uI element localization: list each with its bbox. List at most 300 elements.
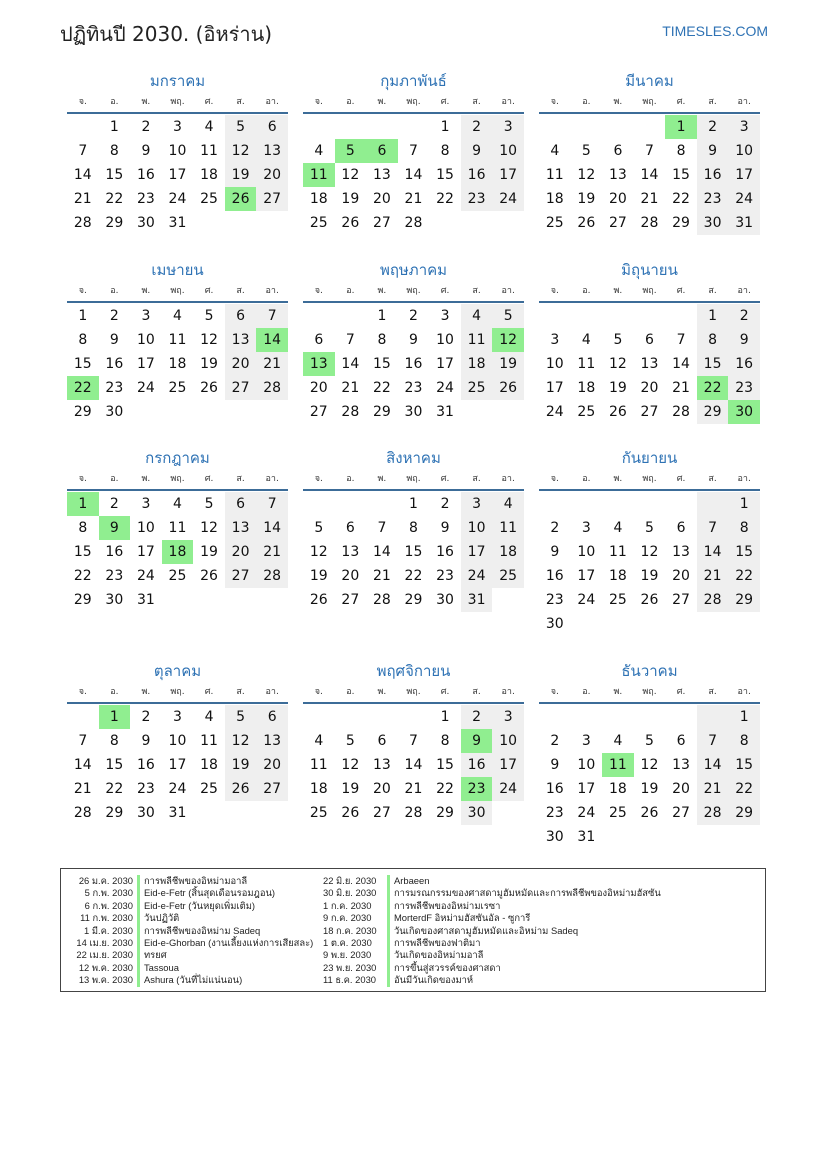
day-cell: 29	[672, 215, 690, 231]
day-cell: 13	[372, 757, 391, 773]
day-cell: 2	[697, 115, 729, 139]
weekday-header	[539, 682, 760, 704]
day-cell: 14	[341, 356, 360, 372]
day-cell: 5	[204, 496, 214, 512]
holiday-day-cell: 11	[602, 753, 634, 777]
day-cell: 9	[697, 139, 729, 163]
day-cell: 12	[341, 757, 360, 773]
legend-marker	[137, 900, 140, 912]
holiday-day-cell: 13	[303, 352, 335, 376]
day-cell: 15	[436, 167, 454, 183]
weekday-header	[303, 469, 524, 491]
legend-row	[61, 962, 313, 974]
day-cell: 16	[697, 163, 729, 187]
day-cell: 31	[136, 592, 155, 608]
day-cell: 21	[404, 191, 423, 207]
legend-date: 18 ก.ค. 2030	[323, 924, 377, 936]
weekday-label: พฤ.	[406, 687, 421, 697]
weekday-label: ส.	[708, 286, 717, 296]
day-cell: 23	[728, 376, 760, 400]
day-cell: 18	[200, 757, 218, 773]
day-cell: 12	[200, 520, 218, 536]
day-cell: 16	[545, 568, 564, 584]
day-cell: 23	[136, 781, 155, 797]
legend-holiday-name: อันมีวันเกิดของมาห์	[394, 974, 474, 986]
empty-cell	[303, 492, 335, 516]
month-block	[539, 660, 760, 849]
day-cell: 26	[577, 215, 596, 231]
month-block	[303, 259, 524, 424]
day-cell: 22	[105, 191, 124, 207]
empty-cell	[303, 304, 335, 328]
day-cell: 28	[404, 805, 423, 821]
day-cell: 11	[577, 356, 596, 372]
day-cell: 16	[105, 356, 124, 372]
legend-holiday-name: Eid-e-Fetr (วันหยุดเพิ่มเติม)	[144, 899, 255, 911]
day-cell: 27	[608, 215, 627, 231]
day-cell: 4	[204, 709, 214, 725]
weekday-label: ศ.	[204, 286, 214, 296]
day-cell: 13	[225, 328, 257, 352]
legend-date: 13 พ.ค. 2030	[78, 974, 133, 986]
day-cell: 21	[341, 380, 360, 396]
day-cell: 18	[461, 352, 493, 376]
day-cell: 29	[105, 805, 124, 821]
day-cell: 7	[78, 143, 88, 159]
empty-cell	[303, 705, 335, 729]
day-cell: 25	[492, 564, 524, 588]
day-cell: 18	[577, 380, 596, 396]
day-cell: 20	[341, 568, 360, 584]
weekday-label: อ.	[582, 97, 591, 107]
day-cell: 19	[640, 568, 659, 584]
day-cell: 27	[372, 215, 391, 231]
weekday-label: จ.	[550, 474, 559, 484]
holiday-day-cell: 11	[303, 163, 335, 187]
day-cell: 3	[492, 705, 524, 729]
day-cell: 8	[109, 733, 119, 749]
day-cell: 29	[73, 404, 92, 420]
day-cell: 13	[372, 167, 391, 183]
day-cell: 24	[728, 187, 760, 211]
day-cell: 1	[697, 304, 729, 328]
weekday-header	[539, 92, 760, 114]
empty-cell	[665, 492, 697, 516]
legend-holiday-name: Eid-e-Ghorban (งานเลี้ยงแห่งการเสียสละ)	[144, 936, 314, 948]
day-cell: 10	[136, 332, 155, 348]
day-cell: 29	[372, 404, 391, 420]
day-cell: 4	[613, 520, 623, 536]
weekday-label: อา.	[265, 286, 279, 296]
day-cell: 19	[341, 781, 360, 797]
legend-date: 30 มิ.ย. 2030	[323, 887, 377, 899]
day-cell: 24	[136, 380, 155, 396]
day-cell: 9	[141, 143, 151, 159]
legend-date: 6 ก.พ. 2030	[84, 899, 133, 911]
day-cell: 31	[436, 404, 454, 420]
day-cell: 21	[256, 352, 288, 376]
holiday-day-cell: 9	[461, 729, 493, 753]
weekday-label: อ.	[582, 286, 591, 296]
day-cell: 22	[372, 380, 391, 396]
day-cell: 8	[728, 516, 760, 540]
weekday-label: จ.	[314, 687, 323, 697]
legend-row	[323, 974, 661, 986]
day-cell: 24	[492, 777, 524, 801]
legend-row	[323, 937, 661, 949]
weekday-label: ส.	[236, 687, 245, 697]
weekday-label: พฤ.	[406, 97, 421, 107]
day-cell: 17	[168, 167, 187, 183]
day-grid	[303, 303, 524, 424]
month-name: เมษายน	[151, 261, 204, 279]
day-cell: 22	[436, 191, 454, 207]
weekday-label: พ.	[377, 97, 387, 107]
weekday-label: จ.	[550, 97, 559, 107]
holiday-day-cell: 30	[728, 400, 760, 424]
day-cell: 23	[545, 592, 564, 608]
weekday-label: อา.	[265, 474, 279, 484]
weekday-label: อ.	[346, 97, 355, 107]
day-cell: 8	[697, 328, 729, 352]
day-cell: 29	[728, 588, 760, 612]
weekday-label: พ.	[141, 286, 151, 296]
day-cell: 7	[377, 520, 387, 536]
weekday-label: พ.	[141, 97, 151, 107]
day-cell: 29	[404, 592, 423, 608]
day-cell: 6	[645, 332, 654, 348]
day-cell: 14	[404, 757, 423, 773]
day-cell: 13	[341, 544, 360, 560]
day-cell: 8	[109, 143, 119, 159]
day-cell: 10	[492, 729, 524, 753]
legend-marker	[137, 887, 140, 899]
day-cell: 6	[676, 520, 686, 536]
day-cell: 10	[728, 139, 760, 163]
brand-link[interactable]: TIMESLES.COM	[662, 23, 768, 39]
day-cell: 30	[461, 801, 493, 825]
day-cell: 14	[640, 167, 659, 183]
day-cell: 3	[728, 115, 760, 139]
holiday-day-cell: 5	[335, 139, 367, 163]
legend-holiday-name: การมรณกรรมของศาสดามูฮัมหมัดและการพลีชีพของอิหม่ามฮัสซัน	[394, 887, 661, 899]
weekday-label: อา.	[737, 474, 751, 484]
day-cell: 17	[461, 540, 493, 564]
empty-cell	[571, 304, 603, 328]
legend-marker	[137, 974, 140, 986]
legend-row	[61, 912, 313, 924]
weekday-header	[303, 281, 524, 303]
day-cell: 17	[577, 568, 596, 584]
legend-holiday-name: การพลีชีพของอิหม่ามอาลี	[144, 875, 248, 886]
day-cell: 24	[577, 592, 596, 608]
day-cell: 4	[461, 304, 493, 328]
day-cell: 2	[409, 308, 418, 324]
legend-row	[61, 937, 313, 949]
weekday-label: พ.	[613, 474, 623, 484]
day-cell: 24	[545, 404, 564, 420]
day-cell: 4	[492, 492, 524, 516]
day-cell: 3	[581, 733, 591, 749]
day-cell: 3	[173, 119, 182, 135]
legend-date: 5 ก.พ. 2030	[84, 887, 133, 899]
day-cell: 17	[136, 356, 155, 372]
day-cell: 13	[672, 544, 690, 560]
day-cell: 7	[409, 143, 418, 159]
month-name: กันยายน	[621, 449, 678, 467]
day-grid	[539, 704, 760, 849]
weekday-label: จ.	[78, 286, 87, 296]
day-cell: 25	[577, 404, 596, 420]
day-cell: 24	[168, 781, 187, 797]
legend-date: 22 เม.ย. 2030	[76, 949, 133, 961]
day-cell: 18	[545, 191, 564, 207]
day-cell: 29	[105, 215, 124, 231]
day-cell: 12	[225, 139, 257, 163]
empty-cell	[634, 492, 666, 516]
day-cell: 25	[168, 380, 187, 396]
day-cell: 17	[436, 356, 454, 372]
weekday-label: ศ.	[440, 286, 450, 296]
day-cell: 12	[640, 544, 659, 560]
day-cell: 16	[136, 167, 155, 183]
day-cell: 19	[640, 781, 659, 797]
weekday-label: ส.	[472, 474, 481, 484]
legend-marker	[387, 912, 390, 924]
day-cell: 16	[105, 544, 124, 560]
weekday-label: จ.	[78, 97, 87, 107]
day-grid	[67, 704, 288, 825]
day-cell: 25	[545, 215, 564, 231]
day-grid	[539, 303, 760, 424]
empty-cell	[634, 304, 666, 328]
day-cell: 20	[608, 191, 627, 207]
weekday-label: จ.	[78, 474, 87, 484]
day-cell: 20	[225, 540, 257, 564]
day-cell: 11	[545, 167, 564, 183]
day-cell: 25	[200, 191, 218, 207]
day-cell: 4	[173, 496, 182, 512]
day-cell: 14	[672, 356, 690, 372]
day-grid	[539, 114, 760, 235]
day-cell: 2	[728, 304, 760, 328]
weekday-label: อา.	[265, 97, 279, 107]
legend-column-right	[323, 875, 661, 987]
empty-cell	[697, 705, 729, 729]
day-cell: 7	[256, 304, 288, 328]
day-cell: 8	[377, 332, 387, 348]
day-cell: 25	[168, 568, 187, 584]
day-cell: 10	[461, 516, 493, 540]
day-cell: 19	[200, 356, 218, 372]
weekday-label: พ.	[377, 687, 387, 697]
legend-row	[61, 925, 313, 937]
day-cell: 3	[173, 709, 182, 725]
weekday-label: อา.	[501, 286, 515, 296]
legend-date: 9 พ.ย. 2030	[323, 949, 372, 961]
day-cell: 11	[168, 520, 187, 536]
day-cell: 13	[256, 729, 288, 753]
day-cell: 19	[577, 191, 596, 207]
legend-marker	[387, 937, 390, 949]
weekday-label: อา.	[501, 97, 515, 107]
legend-date: 12 พ.ค. 2030	[78, 961, 133, 973]
day-cell: 4	[314, 733, 324, 749]
weekday-label: ส.	[472, 286, 481, 296]
day-cell: 11	[200, 733, 218, 749]
legend-row	[323, 962, 661, 974]
day-cell: 30	[545, 616, 564, 632]
day-cell: 2	[550, 520, 560, 536]
empty-cell	[571, 492, 603, 516]
day-cell: 18	[608, 568, 627, 584]
holiday-day-cell: 12	[492, 328, 524, 352]
day-cell: 2	[461, 705, 493, 729]
weekday-label: ศ.	[676, 286, 686, 296]
empty-cell	[697, 492, 729, 516]
day-cell: 23	[105, 380, 124, 396]
legend-marker	[387, 949, 390, 961]
day-cell: 1	[440, 119, 450, 135]
day-cell: 19	[341, 191, 360, 207]
day-cell: 30	[436, 592, 454, 608]
weekday-label: ส.	[708, 687, 717, 697]
day-cell: 16	[136, 757, 155, 773]
day-cell: 2	[141, 709, 151, 725]
month-name: พฤศจิกายน	[376, 662, 451, 680]
weekday-label: ศ.	[204, 687, 214, 697]
day-cell: 30	[697, 211, 729, 235]
weekday-label: พฤ.	[642, 97, 657, 107]
day-cell: 5	[645, 520, 654, 536]
day-cell: 18	[309, 781, 328, 797]
legend-marker	[387, 962, 390, 974]
day-cell: 26	[341, 805, 360, 821]
weekday-label: อา.	[737, 97, 751, 107]
day-cell: 22	[404, 568, 423, 584]
day-cell: 1	[78, 308, 88, 324]
day-cell: 5	[581, 143, 591, 159]
day-cell: 25	[309, 805, 328, 821]
day-cell: 28	[640, 215, 659, 231]
day-cell: 29	[73, 592, 92, 608]
weekday-label: พ.	[377, 474, 387, 484]
legend-holiday-name: วันเกิดของอิหม่ามอาลี	[394, 949, 484, 961]
day-cell: 6	[225, 304, 257, 328]
day-cell: 24	[436, 380, 454, 396]
day-cell: 1	[109, 119, 119, 135]
day-grid	[303, 114, 524, 235]
legend-marker	[387, 925, 390, 937]
day-cell: 13	[608, 167, 627, 183]
weekday-label: ศ.	[676, 474, 686, 484]
empty-cell	[602, 705, 634, 729]
day-cell: 26	[608, 404, 627, 420]
weekday-label: อ.	[582, 687, 591, 697]
legend-holiday-name: การขึ้นสู่สวรรค์ของศาสดา	[394, 961, 501, 973]
legend-holiday-name: Tassoua	[144, 961, 179, 973]
day-cell: 12	[577, 167, 596, 183]
day-cell: 26	[640, 592, 659, 608]
legend-row	[61, 949, 313, 961]
day-cell: 7	[676, 332, 686, 348]
day-cell: 15	[73, 544, 92, 560]
month-block	[67, 259, 288, 424]
day-cell: 27	[309, 404, 328, 420]
empty-cell	[335, 115, 367, 139]
day-cell: 16	[461, 163, 493, 187]
legend-date: 11 ก.พ. 2030	[80, 912, 133, 924]
day-cell: 1	[728, 492, 760, 516]
day-cell: 7	[697, 729, 729, 753]
day-cell: 27	[640, 404, 659, 420]
day-cell: 20	[225, 352, 257, 376]
empty-cell	[398, 115, 430, 139]
weekday-label: ศ.	[204, 97, 214, 107]
month-name: ธันวาคม	[621, 662, 678, 680]
weekday-label: พ.	[377, 286, 387, 296]
day-cell: 26	[341, 215, 360, 231]
legend-row	[61, 875, 313, 887]
day-cell: 5	[345, 733, 355, 749]
day-cell: 26	[200, 568, 218, 584]
month-name: สิงหาคม	[386, 449, 441, 467]
legend-holiday-name: การพลีชีพของอิหม่ามเรซา	[394, 899, 501, 911]
day-cell: 10	[436, 332, 454, 348]
month-block	[303, 660, 524, 825]
weekday-label: ส.	[472, 97, 481, 107]
day-cell: 6	[256, 705, 288, 729]
weekday-label: พฤ.	[170, 474, 185, 484]
day-cell: 25	[608, 592, 627, 608]
day-cell: 19	[225, 163, 257, 187]
day-cell: 14	[697, 753, 729, 777]
weekday-label: พฤ.	[406, 286, 421, 296]
holiday-legend	[60, 868, 766, 992]
day-cell: 31	[728, 211, 760, 235]
day-cell: 30	[136, 805, 155, 821]
day-cell: 23	[404, 380, 423, 396]
day-cell: 29	[728, 801, 760, 825]
day-cell: 2	[550, 733, 560, 749]
day-cell: 13	[256, 139, 288, 163]
day-cell: 1	[377, 308, 387, 324]
day-cell: 28	[697, 801, 729, 825]
day-cell: 15	[372, 356, 391, 372]
day-cell: 19	[608, 380, 627, 396]
day-cell: 11	[492, 516, 524, 540]
legend-date: 22 มิ.ย. 2030	[323, 875, 377, 886]
day-cell: 27	[225, 376, 257, 400]
weekday-header	[67, 682, 288, 704]
legend-marker	[137, 925, 140, 937]
day-cell: 8	[78, 332, 88, 348]
empty-cell	[366, 705, 398, 729]
day-cell: 3	[581, 520, 591, 536]
day-grid	[67, 303, 288, 424]
weekday-label: พ.	[613, 286, 623, 296]
holiday-day-cell: 9	[99, 516, 131, 540]
day-cell: 28	[256, 564, 288, 588]
empty-cell	[602, 304, 634, 328]
day-cell: 30	[136, 215, 155, 231]
day-cell: 10	[492, 139, 524, 163]
day-cell: 27	[341, 592, 360, 608]
day-cell: 4	[204, 119, 214, 135]
holiday-day-cell: 22	[67, 376, 99, 400]
weekday-label: พฤ.	[642, 687, 657, 697]
day-cell: 25	[200, 781, 218, 797]
